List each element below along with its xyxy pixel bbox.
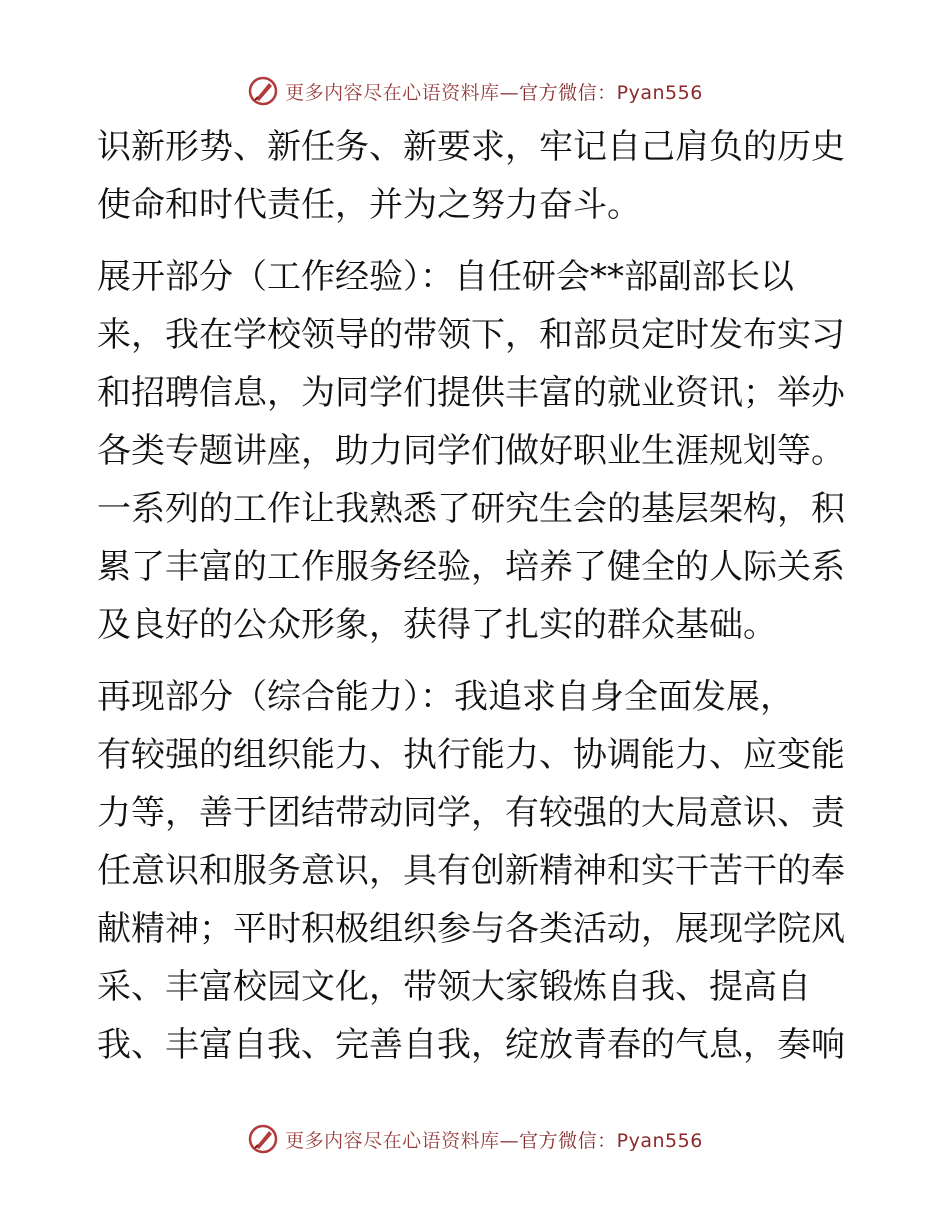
- text-line: 和招聘信息，为同学们提供丰富的就业资讯；举办: [97, 373, 845, 413]
- text-line: 有较强的组织能力、执行能力、协调能力、应变能: [97, 735, 845, 775]
- text-line: 再现部分（综合能力）：我追求自身全面发展，: [97, 677, 794, 717]
- watermark-wechat: 官方微信：Pyan556: [519, 81, 703, 104]
- text-line: 献精神；平时积极组织参与各类活动，展现学院风: [97, 909, 845, 949]
- watermark-brand: 更多内容尽在心语资料库: [285, 81, 500, 104]
- quill-pen-logo-icon: [247, 1123, 279, 1155]
- watermark-text: [285, 1126, 703, 1153]
- watermark-brand: 更多内容尽在心语资料库: [285, 1129, 500, 1152]
- text-line: 使命和时代责任，并为之努力奋斗。: [97, 185, 641, 225]
- text-line: 各类专题讲座，助力同学们做好职业生涯规划等。: [97, 431, 845, 471]
- paragraph-1: [97, 118, 857, 234]
- text-line: 采、丰富校园文化，带领大家锻炼自我、提高自: [97, 967, 811, 1007]
- text-line: 识新形势、新任务、新要求，牢记自己肩负的历史: [97, 127, 845, 167]
- text-line: 一系列的工作让我熟悉了研究生会的基层架构，积: [97, 489, 845, 529]
- text-line: 任意识和服务意识，具有创新精神和实干苦干的奉: [97, 851, 845, 891]
- watermark-text: [285, 78, 703, 105]
- text-line: 展开部分（工作经验）：自任研会**部副部长以: [97, 257, 794, 297]
- text-line: 累了丰富的工作服务经验，培养了健全的人际关系: [97, 547, 845, 587]
- text-line: 来，我在学校领导的带领下，和部员定时发布实习: [97, 315, 845, 355]
- watermark-separator: —: [499, 1129, 520, 1152]
- text-line: 我、丰富自我、完善自我，绽放青春的气息，奏响: [97, 1025, 845, 1065]
- watermark-separator: —: [499, 81, 520, 104]
- paragraph-work-experience: [97, 248, 857, 654]
- footer-watermark: [0, 1122, 950, 1156]
- document-body: [97, 118, 857, 1074]
- watermark-wechat: 官方微信：Pyan556: [519, 1129, 703, 1152]
- text-line: 及良好的公众形象，获得了扎实的群众基础。: [97, 605, 777, 645]
- paragraph-abilities: [97, 668, 857, 1074]
- text-line: 力等，善于团结带动同学，有较强的大局意识、责: [97, 793, 845, 833]
- quill-pen-logo-icon: [247, 75, 279, 107]
- header-watermark: [0, 74, 950, 108]
